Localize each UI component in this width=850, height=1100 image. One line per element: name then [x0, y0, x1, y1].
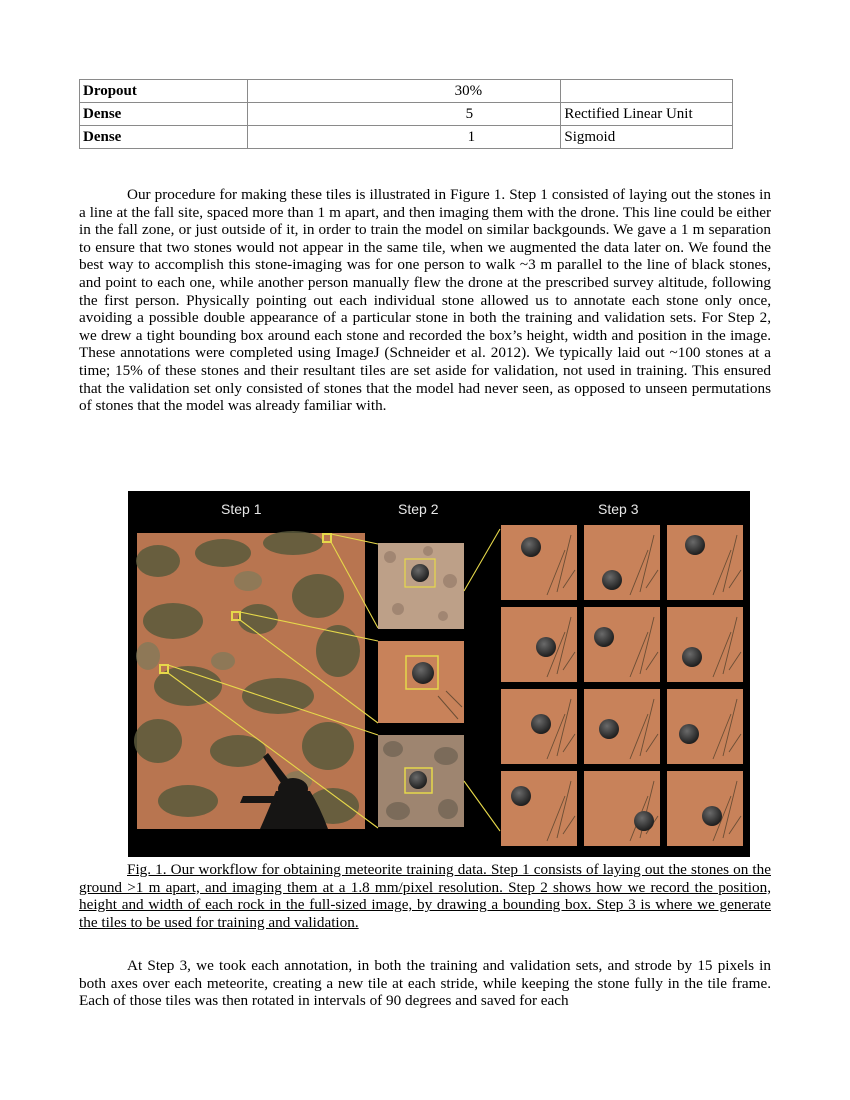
stone [521, 537, 541, 557]
layer-value-text: 5 [465, 106, 474, 122]
tile-image [667, 771, 743, 846]
stone [634, 811, 654, 831]
workflow-illustration [128, 491, 750, 857]
tile-image [584, 525, 660, 600]
tile-image [584, 689, 660, 764]
figure-caption: Fig. 1. Our workflow for obtaining meteorite training data. Step 1 consists of laying out the stones on the ground >1 m apart, and imaging them at a 1.8 mm/pixel resolution. Step 2 shows how we record the position, height and width of each rock in the full-sized image, by drawing a bounding box. Step 3 is where we generate the tiles to be used for training and validation. [79, 861, 771, 931]
training-tiles-grid [501, 525, 743, 846]
stone [702, 806, 722, 826]
step2-label: Step 2 [398, 501, 439, 517]
stone [511, 786, 531, 806]
stone [679, 724, 699, 744]
table-row [80, 126, 733, 149]
tile-image [584, 771, 660, 846]
workflow-figure [128, 491, 750, 857]
layer-name: Dense [80, 126, 248, 149]
tile-image [501, 525, 577, 600]
stone [685, 535, 705, 555]
tile-image [667, 607, 743, 682]
stone [594, 627, 614, 647]
body-paragraph-2: At Step 3, we took each annotation, in both the training and validation sets, and strode by 15 pixels in both axes over each meteorite, creating a new tile at each stride, while keeping the stone fully in the tile frame. Each of those tiles was then rotated in intervals of 90 degrees and saved for each [79, 957, 771, 1010]
step1-label: Step 1 [221, 501, 262, 517]
tile-image [584, 607, 660, 682]
tile-image [667, 525, 743, 600]
layer-value [247, 126, 561, 149]
tile-image [501, 771, 577, 846]
layer-value [247, 80, 561, 103]
layer-table [79, 79, 733, 149]
layer-activation [561, 80, 733, 103]
step3-label: Step 3 [598, 501, 639, 517]
stone [599, 719, 619, 739]
table-row [80, 103, 733, 126]
aerial-field-image [134, 531, 378, 829]
layer-value-text: 1 [467, 129, 476, 145]
stone [536, 637, 556, 657]
stone [602, 570, 622, 590]
zoom-tiles [378, 529, 500, 831]
layer-value-text: 30% [454, 83, 483, 99]
table-row [80, 80, 733, 103]
body-paragraph: Our procedure for making these tiles is illustrated in Figure 1. Step 1 consisted of laying out the stones in a line at the fall site, spaced more than 1 m apart, and then imaging them with the drone. This line could be either in the fall zone, or just outside of it, in order to train the model on similar backgounds. We gave a 1 m separation to ensure that two stones would not appear in the same tile, when we augmented the data later on. We found the best way to accomplish this stone-imaging was for one person to walk ~3 m parallel to the line of black stones, and point to each one, while another person manually flew the drone at the prescribed survey altitude, following the first person. Physically pointing out each individual stone allowed us to annotate each stone only once, avoiding a possible double appearance of a particular stone in both the training and validation sets. For Step 2, we drew a tight bounding box around each stone and recorded the box’s height, width and position in the image. These annotations were completed using ImageJ (Schneider et al. 2012). We typically laid out ~100 stones at a time; 15% of these stones and their resultant tiles are set aside for validation, not used in training. This ensured that the validation set only consisted of stones that the model had never seen, as opposed to unseen permutations of stones that the model was already familiar with. [79, 186, 771, 415]
layer-value [247, 103, 561, 126]
stone [682, 647, 702, 667]
stone [531, 714, 551, 734]
layer-activation: Rectified Linear Unit [561, 103, 733, 126]
layer-name: Dense [80, 103, 248, 126]
tile-image [667, 689, 743, 764]
layer-activation: Sigmoid [561, 126, 733, 149]
layer-name: Dropout [80, 80, 248, 103]
